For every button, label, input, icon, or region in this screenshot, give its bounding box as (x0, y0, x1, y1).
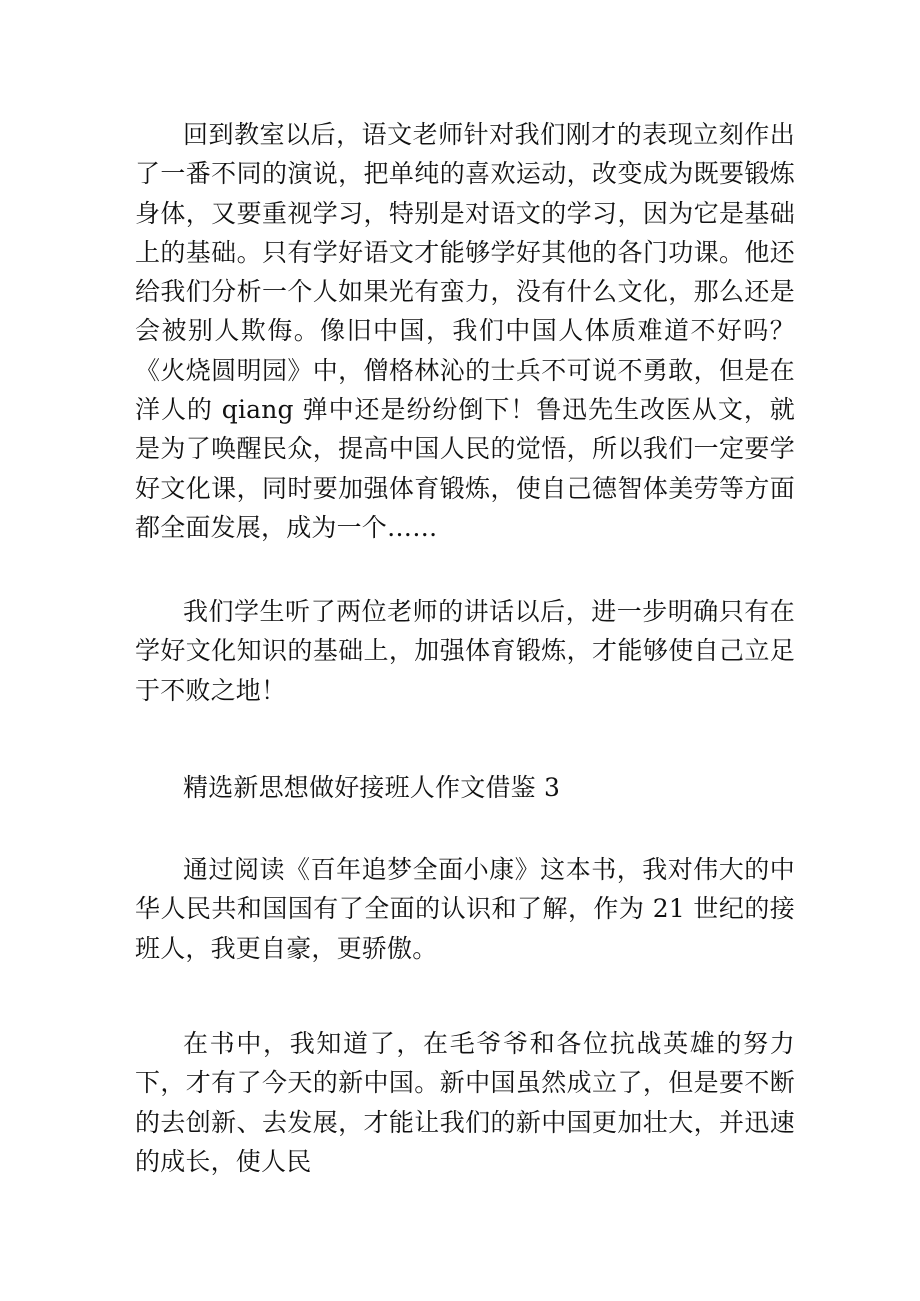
paragraph-students-understanding: 我们学生听了两位老师的讲话以后，进一步明确只有在学好文化知识的基础上，加强体育锻炼，才能够使自己立足于不败之地！ (135, 597, 795, 705)
paragraph-new-china: 在书中，我知道了，在毛爷爷和各位抗战英雄的努力下，才有了今天的新中国。新中国虽然成立了，但是要不断的去创新、去发展，才能让我们的新中国更加壮大，并迅速的成长，使人民 (135, 1029, 795, 1176)
paragraph-book-reading: 通过阅读《百年追梦全面小康》这本书，我对伟大的中华人民共和国国有了全面的认识和了解，作为 21 世纪的接班人，我更自豪，更骄傲。 (135, 855, 795, 963)
essay-title: 精选新思想做好接班人作文借鉴 3 (183, 773, 561, 802)
paragraph-classroom-speech: 回到教室以后，语文老师针对我们刚才的表现立刻作出了一番不同的演说，把单纯的喜欢运动，改变成为既要锻炼身体，又要重视学习，特别是对语文的学习，因为它是基础上的基础。只有学好语文才能够学好其他的各门功课。他还给我们分析一个人如果光有蛮力，没有什么文化，那么还是会被别人欺侮。像旧中国，我们中国人体质难道不好吗？《火烧圆明园》中，僧格林沁的士兵不可说不勇敢，但是在洋人的 qiang 弹中还是纷纷倒下！鲁迅先生改医从文，就是为了唤醒民众，提高中国人民的觉悟，所以我们一定要学好文化课，同时要加强体育锻炼，使自己德智体美劳等方面都全面发展，成为一个…… (135, 120, 795, 542)
